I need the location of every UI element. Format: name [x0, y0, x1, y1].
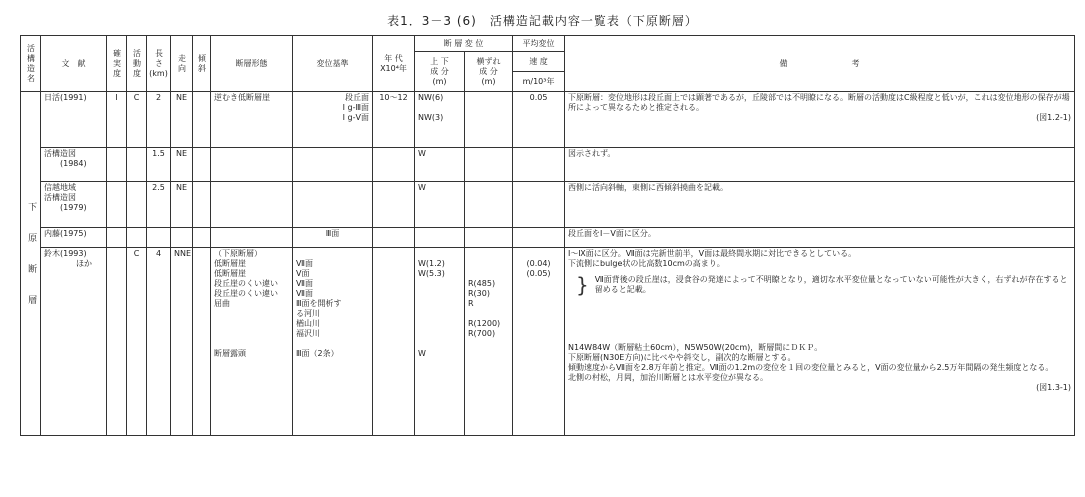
col-certainty: 確実度 — [107, 36, 127, 92]
dip-cell — [193, 228, 211, 248]
col-lateral: 横ずれ 成 分 (m) — [465, 52, 513, 92]
fault-group-name: 下原断層 — [21, 92, 41, 436]
dip-cell — [193, 92, 211, 148]
datum-cell: Ⅲ面 — [293, 228, 373, 248]
rate-cell: 0.05 — [513, 92, 565, 148]
strike-cell — [171, 228, 193, 248]
col-fault-name: 活構造名 — [21, 36, 41, 92]
col-datum: 変位基準 — [293, 36, 373, 92]
table-title: 表1．3－3 (6) 活構造記載内容一覧表（下原断層） — [387, 14, 698, 28]
remarks-cell — [565, 248, 1075, 436]
col-literature: 文 献 — [41, 36, 107, 92]
strike-cell: NNE — [171, 248, 193, 436]
remarks-cell: 下原断層：変位地形は段丘面上では顕著であるが，丘陵部では不明瞭になる。断層の活動度はC級程度と低いが，これは変位地形の保存が場所によって異なるためと推定される。 (図1.2-1) — [565, 92, 1075, 148]
datum-cell: Ⅶ面 Ⅴ面 Ⅶ面 Ⅶ面 Ⅲ面を開析す る河川 楢山川 福沢川 Ⅲ面（2条） — [293, 248, 373, 436]
table-row — [21, 248, 1075, 436]
fault-table — [20, 35, 1075, 436]
lateral-cell — [465, 92, 513, 148]
table-row — [21, 148, 1075, 182]
activity-cell — [127, 182, 147, 228]
activity-cell: C — [127, 92, 147, 148]
certainty-cell — [107, 148, 127, 182]
strike-cell: NE — [171, 182, 193, 228]
shape-cell — [211, 228, 293, 248]
rate-cell — [513, 228, 565, 248]
shape-cell: （下原断層） 低断層崖 低断層崖 段丘崖のくい違い 段丘崖のくい違い 屈曲 断層露頭 — [211, 248, 293, 436]
brace-icon: } — [576, 273, 589, 297]
age-cell — [373, 248, 415, 436]
activity-cell — [127, 148, 147, 182]
vertical-cell — [415, 228, 465, 248]
col-displacement: 断 層 変 位 — [415, 36, 513, 52]
figure-ref: (図1.2-1) — [1036, 113, 1072, 122]
vertical-cell: NW(6) NW(3) — [415, 92, 465, 148]
table-row — [21, 228, 1075, 248]
remarks-cell: 西側に活向斜軸，東側に西傾斜撓曲を記載。 — [565, 182, 1075, 228]
lit-cell: 内藤(1975) — [41, 228, 107, 248]
table-row — [21, 182, 1075, 228]
dip-cell — [193, 148, 211, 182]
brace-note — [576, 275, 1071, 295]
lit-cell: 日活(1991) — [41, 92, 107, 148]
vertical-cell: W(1.2) W(5.3) W — [415, 248, 465, 436]
age-cell — [373, 148, 415, 182]
rate-cell — [513, 182, 565, 228]
age-cell — [373, 228, 415, 248]
remarks-cell: 図示されず。 — [565, 148, 1075, 182]
shape-cell — [211, 182, 293, 228]
lateral-cell — [465, 182, 513, 228]
lit-cell: 活構造図 (1984) — [41, 148, 107, 182]
col-rate-unit: m/10³年 — [513, 72, 565, 92]
brace-text: Ⅶ面背後の段丘崖は，浸食谷の発達によって不明瞭となり，適切な水平変位量となっていない可能性が大きく，右ずれが存在すると留めると記載。 — [594, 275, 1068, 294]
col-activity: 活動度 — [127, 36, 147, 92]
col-age: 年 代 X10⁴年 — [373, 36, 415, 92]
remark-line: 下流側にbulge状の比高数10cmの高まり。 — [568, 259, 725, 268]
length-cell: 4 — [147, 248, 171, 436]
certainty-cell — [107, 248, 127, 436]
length-cell: 2 — [147, 92, 171, 148]
rate-cell — [513, 148, 565, 182]
dip-cell — [193, 182, 211, 228]
col-strike: 走向 — [171, 36, 193, 92]
remarks-cell: 段丘面をⅠ－Ⅴ面に区分。 — [565, 228, 1075, 248]
lateral-cell — [465, 228, 513, 248]
lit-cell: 信越地域 活構造図 (1979) — [41, 182, 107, 228]
length-cell: 2.5 — [147, 182, 171, 228]
table-row — [21, 92, 1075, 148]
col-length: 長さ (km) — [147, 36, 171, 92]
lit-cell: 鈴木(1993) ほか — [41, 248, 107, 436]
col-vertical: 上 下 成 分 (m) — [415, 52, 465, 92]
shape-cell — [211, 148, 293, 182]
length-cell: 1.5 — [147, 148, 171, 182]
strike-cell: NE — [171, 92, 193, 148]
col-dip: 傾斜 — [193, 36, 211, 92]
certainty-cell: I — [107, 92, 127, 148]
vertical-cell: W — [415, 148, 465, 182]
col-rate-group: 平均変位 — [513, 36, 565, 52]
age-cell — [373, 182, 415, 228]
col-remarks: 備 考 — [565, 36, 1075, 92]
remark-line: Ⅰ～Ⅸ面に区分。Ⅶ面は完新世前半，Ⅴ面は最終間氷期に対比できるとしている。 — [568, 249, 857, 258]
remark-block: N14W84W（断層粘土60cm），N5W50W(20cm)，断層間にＤＫＰ。 下原断層(N30E方向)に比べやや斜交し，副次的な断層とする。 傾動速度からⅦ面を2.8万年前と推定。Ⅶ面の1.2mの変位を１回の変位量とみると，Ⅴ面の変位量から2.5万年間隔の発生頻度となる。 北側の村松，月岡，加治川断層とは水平変位が異なる。 — [568, 343, 1054, 382]
certainty-cell — [107, 182, 127, 228]
lateral-cell: R(485) R(30) R R(1200) R(700) — [465, 248, 513, 436]
shape-cell: 逆むき低断層崖 — [211, 92, 293, 148]
datum-cell: 段丘面 I g-Ⅲ面 I g-Ⅴ面 — [293, 92, 373, 148]
dip-cell — [193, 248, 211, 436]
lateral-cell — [465, 148, 513, 182]
activity-cell — [127, 228, 147, 248]
figure-ref: (図1.3-1) — [1036, 383, 1072, 392]
rate-cell: (0.04) (0.05) — [513, 248, 565, 436]
datum-cell — [293, 148, 373, 182]
header-row-1 — [21, 36, 1075, 52]
vertical-cell: W — [415, 182, 465, 228]
activity-cell: C — [127, 248, 147, 436]
certainty-cell — [107, 228, 127, 248]
datum-cell — [293, 182, 373, 228]
length-cell — [147, 228, 171, 248]
col-fault-shape: 断層形態 — [211, 36, 293, 92]
col-rate: 速 度 — [513, 52, 565, 72]
age-cell: 10～12 — [373, 92, 415, 148]
strike-cell: NE — [171, 148, 193, 182]
